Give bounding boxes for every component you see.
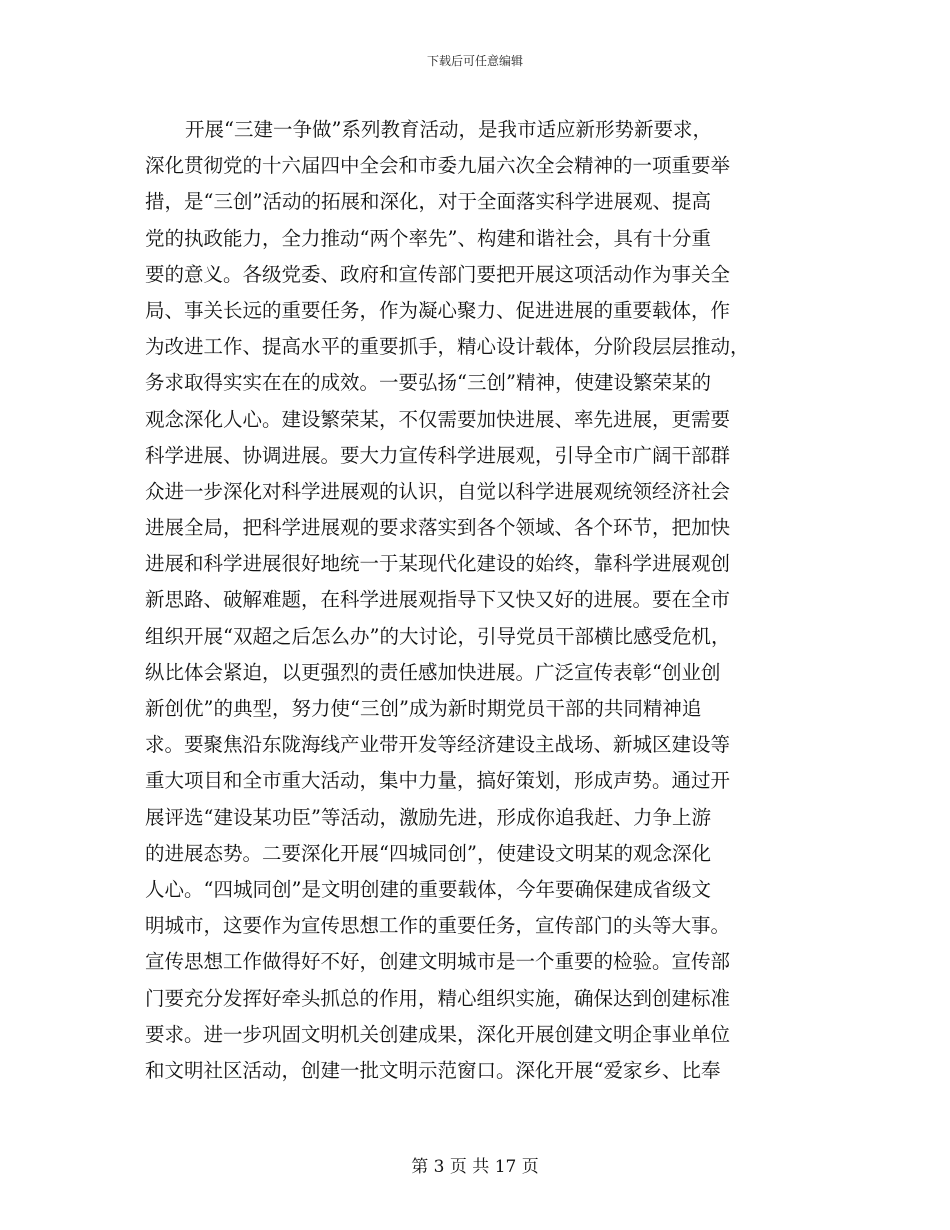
text-line: 求。要聚焦沿东陇海线产业带开发等经济建设主战场、新城区建设等 [145,733,731,757]
text-line: 组织开展“双超之后怎么办”的大讨论，引导党员干部横比感受危机， [145,624,731,648]
text-line: 进展和科学进展很好地统一于某现代化建设的始终，靠科学进展观创 [145,552,731,576]
text-line: 新创优”的典型，努力使“三创”成为新时期党员干部的共同精神追 [145,697,702,720]
text-line: 人心。“四城同创”是文明创建的重要载体，今年要确保建成省级文 [145,877,711,901]
page-number-footer: 第 3 页 共 17 页 [411,1157,539,1177]
text-line: 务求取得实实在在的成效。一要弘扬“三创”精神，使建设繁荣某的 [145,371,711,395]
text-line: 要的意义。各级党委、政府和宣传部门要把开展这项活动作为事关全 [145,262,731,286]
text-line: 纵比体会紧迫，以更强烈的责任感加快进展。广泛宣传表彰“创业创 [145,660,721,684]
text-line: 明城市，这要作为宣传思想工作的重要任务，宣传部门的头等大事。 [145,914,731,938]
text-line: 和文明社区活动，创建一批文明示范窗口。深化开展“爱家乡、比奉 [145,1058,721,1082]
text-line: 为改进工作、提高水平的重要抓手，精心设计载体，分阶段层层推动， [145,335,750,359]
text-line: 局、事关长远的重要任务，作为凝心聚力、促进进展的重要载体，作 [145,298,731,322]
text-line: 观念深化人心。建设繁荣某，不仅需要加快进展、率先进展，更需要 [145,407,731,431]
text-line: 深化贯彻党的十六届四中全会和市委九届六次全会精神的一项重要举 [145,154,731,178]
text-line: 措，是“三创”活动的拓展和深化，对于全面落实科学进展观、提高 [145,190,711,214]
text-line: 展评选“建设某功臣”等活动，激励先进，形成你追我赶、力争上游 [145,805,711,829]
text-line: 宣传思想工作做得好不好，创建文明城市是一个重要的检验。宣传部 [145,950,731,974]
text-line: 的进展态势。二要深化开展“四城同创”，使建设文明某的观念深化 [145,841,711,865]
text-line: 要求。进一步巩固文明机关创建成果，深化开展创建文明企事业单位 [145,1022,731,1046]
page-header: 下载后可任意编辑 [426,54,523,68]
text-line: 门要充分发挥好牵头抓总的作用，精心组织实施，确保达到创建标准 [145,986,731,1010]
body-text [145,112,805,1089]
text-line: 进展全局，把科学进展观的要求落实到各个领域、各个环节，把加快 [145,516,731,540]
text-line: 开展“三建一争做”系列教育活动，是我市适应新形势新要求， [185,118,712,141]
text-line: 重大项目和全市重大活动，集中力量，搞好策划，形成声势。通过开 [145,769,731,793]
text-line: 新思路、破解难题，在科学进展观指导下又快又好的进展。要在全市 [145,588,731,612]
text-line: 众进一步深化对科学进展观的认识，自觉以科学进展观统领经济社会 [145,479,731,503]
text-line: 党的执政能力，全力推动“两个率先”、构建和谐社会，具有十分重 [145,226,711,250]
text-line: 科学进展、协调进展。要大力宣传科学进展观，引导全市广阔干部群 [145,443,731,467]
